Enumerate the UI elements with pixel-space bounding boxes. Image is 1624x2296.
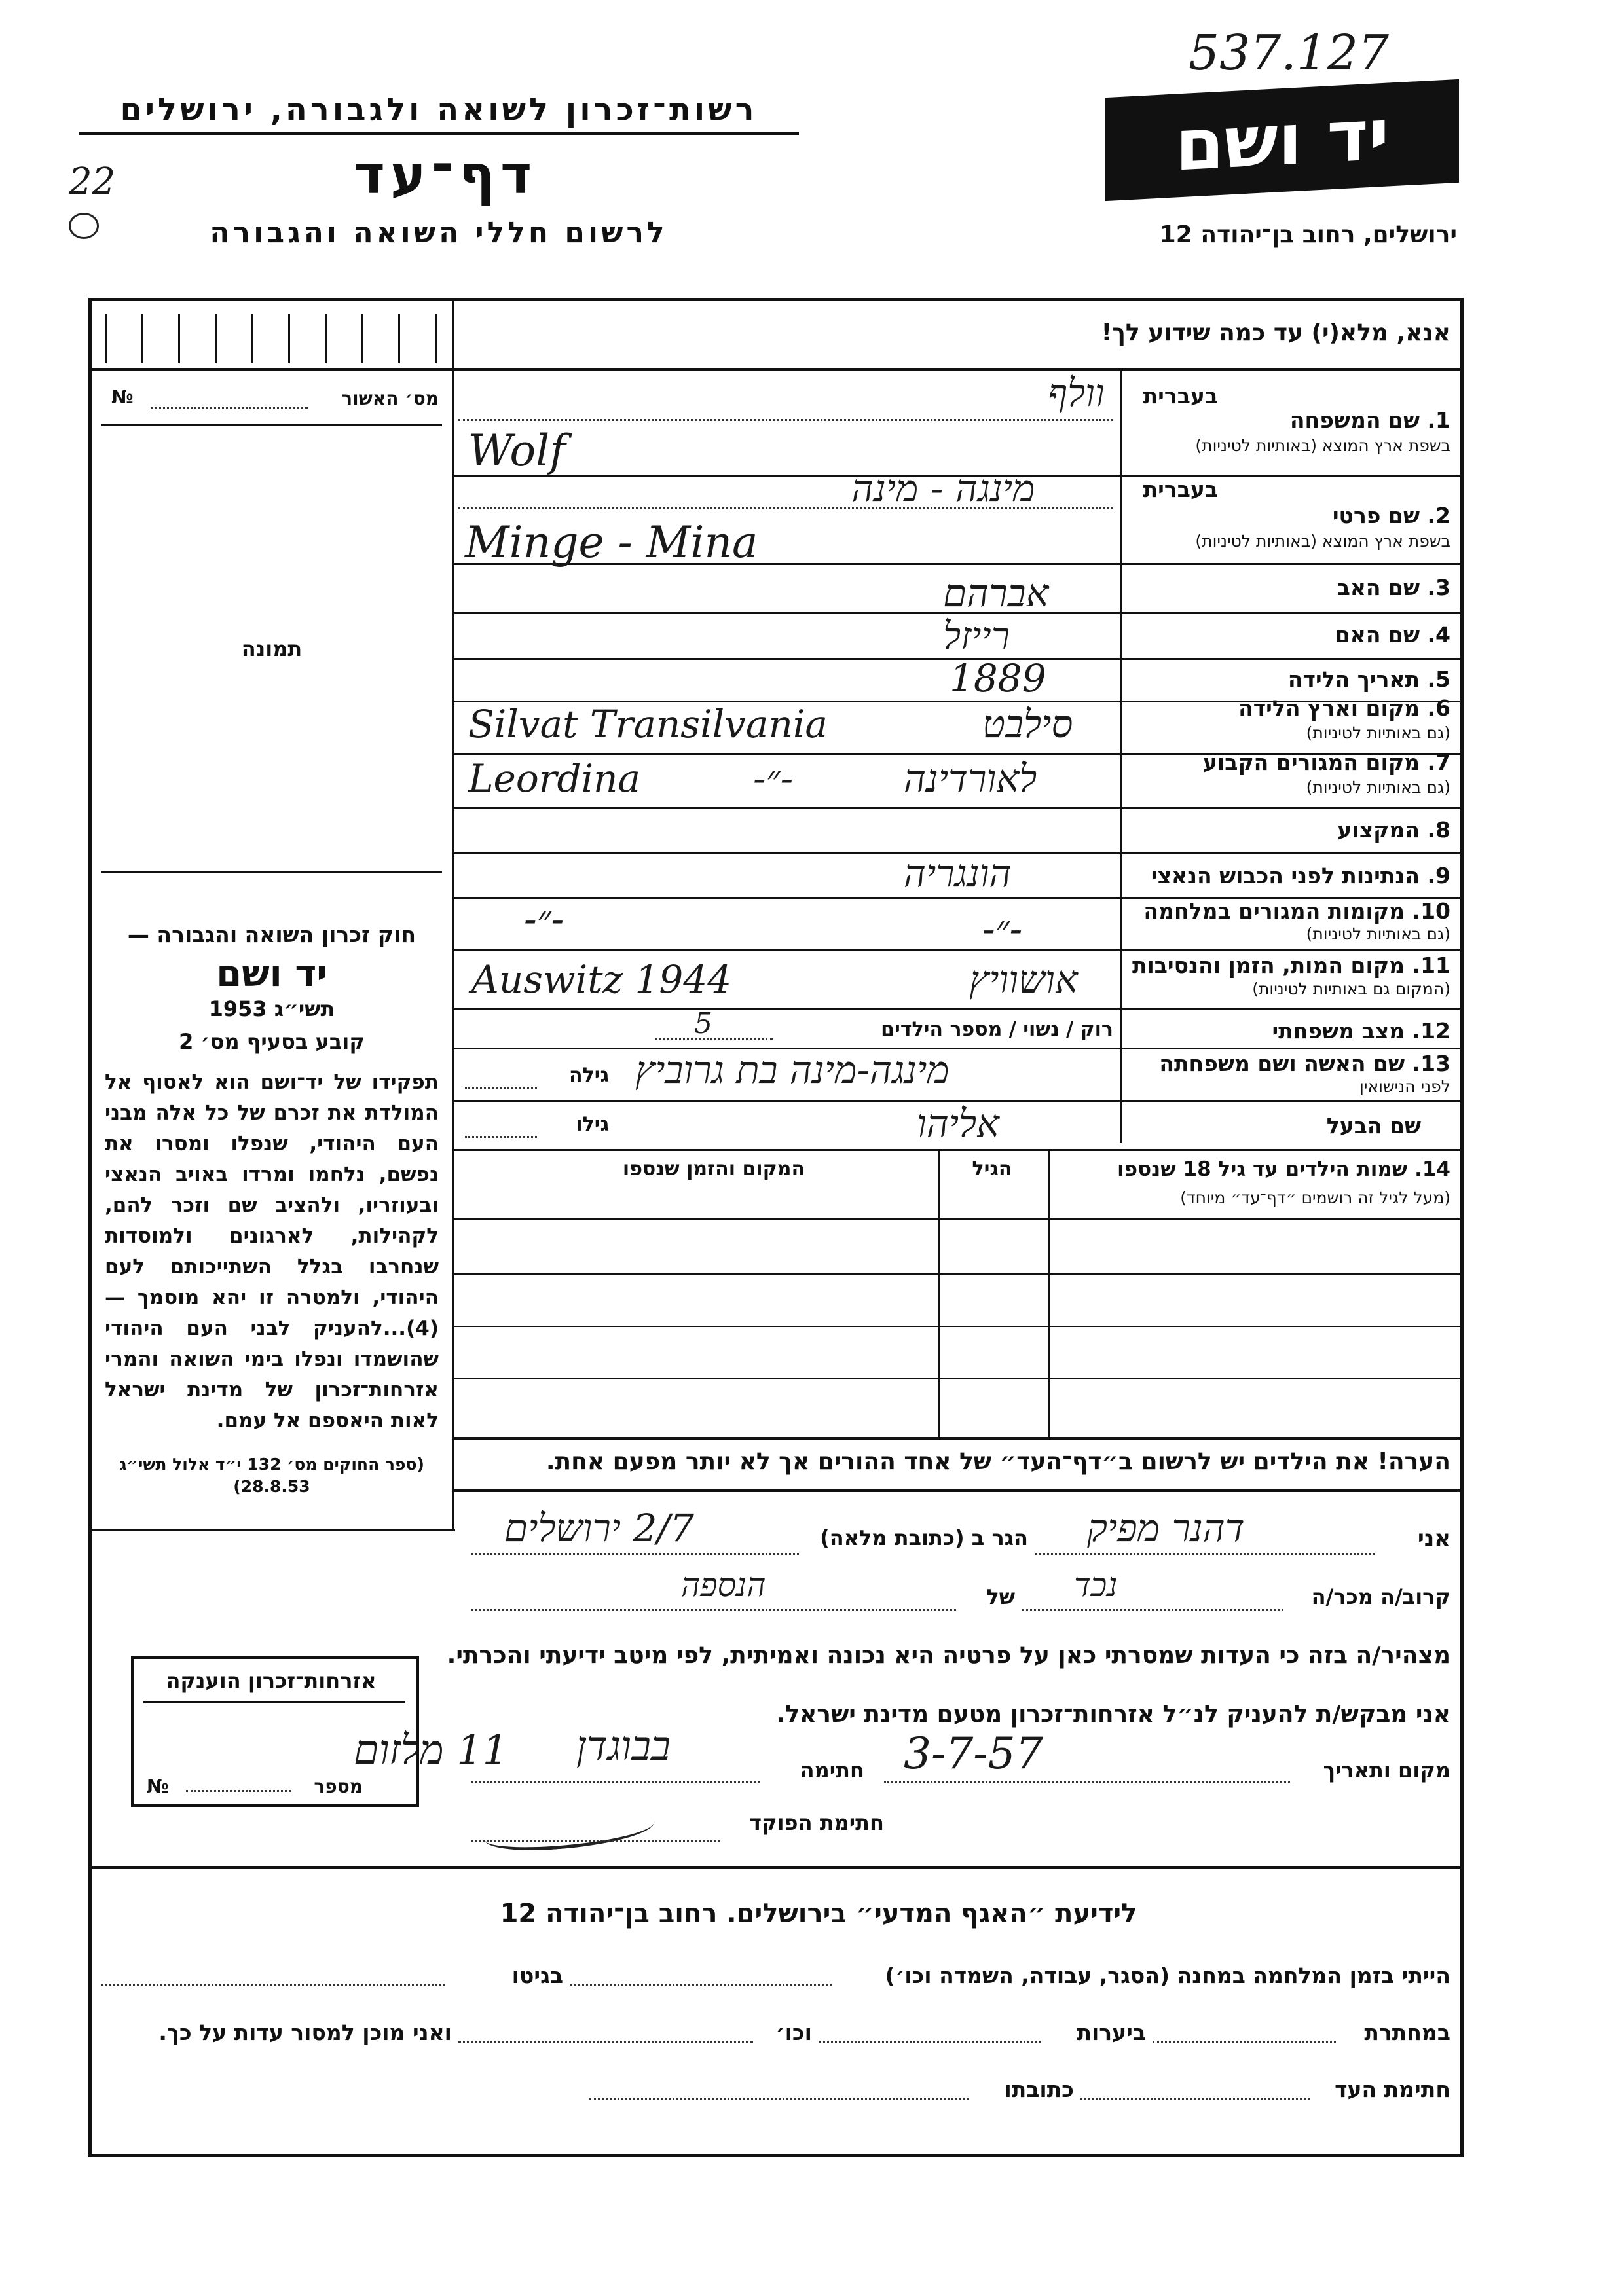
f11-value-latin: Auswitz 1944 xyxy=(471,957,732,1002)
f10-sub: (גם באותיות לטיניות) xyxy=(1306,924,1450,943)
footer-etc-label: וכו׳ xyxy=(775,2020,812,2045)
header-address: ירושלים, רחוב בן־יהודה 12 xyxy=(1159,221,1457,248)
law-text: תפקידו של יד־ושם הוא לאסוף אל המולדת את זכרם של כל אלה מבני העם היהודי, שנפלו ומסרו את נפשם, נלחמו ומרדו באויב הנאצי ובעוזריו, ולהציב שם וזכר להם, לקהילות, לארגונים ולמוסדות שנחרבו בגלל השתייכותם לעם היהודי, ולמטרה זו יהא מוסמך — (4)...להעניק לבני העם היהודי שהושמדו ונפלו בימי השואה והמרי אזרחות־זכרון של מדינת ישראל לאות היאספם אל עמם. xyxy=(105,1070,439,1432)
f2-sub: בשפת ארץ המוצא (באותיות לטיניות) xyxy=(1195,532,1450,551)
of-value: הנספה xyxy=(681,1566,766,1604)
place-date-label: מקום ותאריך xyxy=(1323,1758,1450,1783)
children-col-line-1 xyxy=(1048,1149,1050,1437)
f3-label: 3. שם האב xyxy=(1337,575,1450,600)
f1-value-latin: Wolf xyxy=(468,426,566,476)
footer-divider xyxy=(88,1866,1464,1869)
f13-age-dots xyxy=(465,1087,537,1089)
footer-ghetto-label: בגיטו xyxy=(511,1963,563,1988)
f1-label: 1. שם המשפחה xyxy=(1289,407,1450,433)
f5-label: 5. תאריך הלידה xyxy=(1287,666,1450,692)
form-title: דף־עד xyxy=(353,144,538,206)
f5-value: 1889 xyxy=(950,656,1046,701)
f6-value-latin: Silvat Transilvania xyxy=(468,702,828,746)
note-text: הערה! את הילדים יש לרשום ב״דף־העד״ של אחד ההורים אך לא יותר מפעם אחת. xyxy=(545,1448,1450,1475)
f2-hebrew-label: בעברית xyxy=(1143,477,1218,502)
f4-label: 4. שם האם xyxy=(1335,622,1450,647)
f6-label: 6. מקום וארץ הלידה xyxy=(1238,695,1450,721)
f14-age-column: הגיל xyxy=(972,1157,1012,1180)
declaration-statement: מצהיר/ה בזה כי העדות שמסרתי כאן על פרטיה היא נכונה ואמיתית, לפי מיטב ידיעתי והכרתי. xyxy=(447,1642,1450,1669)
stamp-circle-icon xyxy=(69,213,99,239)
citizenship-title: אזרחות־זכרון הוענקה xyxy=(166,1668,377,1693)
children-col-line-2 xyxy=(938,1149,940,1437)
f10-value-b: -״- xyxy=(982,907,1023,951)
f11-label: 11. מקום המות, הזמן והנסיבות xyxy=(1132,953,1450,978)
f1-value-hebrew: וולף xyxy=(1048,371,1105,415)
resides-label: הגר ב (כתובת מלאה) xyxy=(820,1525,1028,1550)
archive-number: 537.127 xyxy=(1189,25,1390,81)
f14-sub: (מעל לגיל זה רושמים ״דף־עד״ מיוחד) xyxy=(1180,1188,1450,1207)
stamp-mark: 22 xyxy=(69,160,116,203)
f9-label: 9. הנתינות לפני הכבוש הנאצי xyxy=(1151,863,1450,888)
footer-ghetto-dots xyxy=(101,1984,445,1986)
f13-sub: לפני הנישואין xyxy=(1359,1077,1450,1096)
citizenship-number-label: מספר xyxy=(314,1776,363,1797)
f3-value: אברהם xyxy=(943,571,1049,615)
yad-vashem-logo xyxy=(1105,79,1459,201)
f11-value-hebrew: אושוויץ xyxy=(969,957,1078,1002)
relation-value: נכד xyxy=(1074,1566,1118,1604)
signature-label: חתימה xyxy=(800,1758,864,1783)
f9-value: הונגריה xyxy=(904,851,1012,896)
sidebar-bottom-line xyxy=(88,1529,455,1531)
footer-forests-dots xyxy=(819,2041,1041,2043)
law-year: תשי״ג 1953 xyxy=(208,996,335,1021)
intro-text: אנא, מלא(י) עד כמה שידוע לך! xyxy=(1101,319,1450,346)
authority-name: רשות־זכרון לשואה ולגבורה, ירושלים xyxy=(120,92,758,128)
top-strip-line xyxy=(88,368,1464,371)
photo-bottom-line xyxy=(101,871,442,873)
f2-value-latin: Minge - Mina xyxy=(465,517,758,568)
date-value: 3-7-57 xyxy=(904,1728,1043,1779)
footer-witness-sign-dots xyxy=(1080,2098,1310,2100)
row-line-10 xyxy=(454,949,1464,951)
law-clause: קובע בסעיף מס׳ 2 xyxy=(179,1029,365,1054)
f11-sub: (המקום גם באותיות לטיניות) xyxy=(1252,979,1450,998)
footer-address-label: כתובתו xyxy=(1004,2077,1074,2102)
f4-value: רייזל xyxy=(943,613,1010,658)
photo-label: תמונה xyxy=(241,636,303,661)
f8-label: 8. המקצוע xyxy=(1337,817,1450,843)
husband-label: שם הבעל xyxy=(1326,1113,1421,1139)
signature-place-value: 11 מלזום xyxy=(354,1726,509,1774)
law-source: (ספר החוקים מס׳ 132 י״ד אלול תשי״ג 28.8.53) xyxy=(119,1455,424,1496)
f12-children: 5 xyxy=(694,1007,712,1040)
footer-witness-sign-label: חתימת העד xyxy=(1335,2077,1450,2102)
citizenship-title-line xyxy=(143,1701,405,1703)
footer-camp-label: הייתי בזמן המלחמה במחנה (הסגר, עבודה, השמדה וכו׳) xyxy=(885,1963,1450,1988)
officer-label: חתימת הפוקד xyxy=(749,1810,884,1835)
signature-value: בבוגדן xyxy=(576,1722,671,1770)
place-date-dots xyxy=(884,1781,1290,1783)
f14-place-column: המקום והזמן שנספו xyxy=(622,1157,805,1180)
relation-dots xyxy=(1022,1609,1283,1611)
children-row-line-3 xyxy=(454,1378,1464,1379)
f7-sub: (גם באותיות לטיניות) xyxy=(1306,778,1450,797)
relative-label: קרוב/ה מכר/ה xyxy=(1311,1584,1450,1609)
f10-value-a: -״- xyxy=(524,897,564,941)
citizenship-box xyxy=(131,1656,419,1807)
footer-etc-dots xyxy=(458,2041,753,2043)
f7-label: 7. מקום המגורים הקבוע xyxy=(1202,750,1450,775)
f13-value: מינגה-מינה בת גרוביץ xyxy=(635,1048,950,1092)
children-header-line xyxy=(454,1218,1464,1220)
approval-label: מס׳ האשור xyxy=(341,388,439,409)
footer-underground-label: במחתרת xyxy=(1364,2020,1450,2045)
f7-value-latin: Leordina xyxy=(468,756,641,801)
husband-value: אליהו xyxy=(917,1101,999,1146)
f2-value-hebrew: מינגה - מינה xyxy=(851,466,1035,511)
footer-forests-label: ביערות xyxy=(1077,2020,1146,2045)
sidebar-logo: יד ושם xyxy=(216,953,327,995)
row1-midline xyxy=(458,419,1113,421)
children-row-line-2 xyxy=(454,1326,1464,1327)
row-line-11 xyxy=(454,1008,1464,1010)
footer-camp-dots xyxy=(570,1984,832,1986)
f12-label: 12. מצב משפחתי xyxy=(1272,1018,1450,1044)
f2-label: 2. שם פרטי xyxy=(1332,503,1450,528)
address-value: 2/7 ירושלים xyxy=(504,1506,694,1550)
row-line-7 xyxy=(454,807,1464,809)
footer-title: לידיעת ״האגף המדעי״ בירושלים. רחוב בן־יהודה 12 xyxy=(500,1899,1137,1929)
address-dots xyxy=(471,1553,799,1555)
children-table-bottom xyxy=(454,1437,1464,1440)
declarant-value: דהנר מפיק xyxy=(1087,1506,1245,1550)
footer-underground-dots xyxy=(1153,2041,1336,2043)
row-line-14 xyxy=(454,1149,1464,1151)
logo-text: יד ושם xyxy=(1175,93,1390,187)
children-row-line-1 xyxy=(454,1273,1464,1275)
authority-underline xyxy=(79,132,799,135)
citizenship-number-dots xyxy=(186,1790,291,1792)
husband-age-dots xyxy=(465,1136,537,1138)
sidebar-divider xyxy=(452,298,454,1529)
footer-address-dots xyxy=(589,2098,969,2100)
signature-dots xyxy=(471,1781,760,1783)
f10-label: 10. מקומות המגורים במלחמה xyxy=(1143,898,1450,924)
f13-age-label: גילה xyxy=(569,1064,609,1087)
approval-dots xyxy=(151,407,308,409)
of-dots xyxy=(471,1609,956,1611)
tick-boxes xyxy=(105,314,439,363)
f14-label: 14. שמות הילדים עד גיל 18 שנספו xyxy=(1117,1157,1450,1181)
approval-underline xyxy=(101,424,442,426)
f1-sub: בשפת ארץ המוצא (באותיות לטיניות) xyxy=(1195,436,1450,455)
declaration-request: אני מבקש/ת להעניק לנ״ל אזרחות־זכרון מטעם מדינת ישראל. xyxy=(776,1701,1450,1728)
f7-value-hebrew: לאורדינה xyxy=(904,756,1037,801)
f6-value-hebrew: סילבט xyxy=(982,702,1073,746)
form-subtitle: לרשום חללי השואה והגבורה xyxy=(210,216,668,249)
label-column-divider xyxy=(1120,371,1122,1143)
declarant-dots xyxy=(1035,1553,1375,1555)
citizenship-number-mark: № xyxy=(147,1776,169,1797)
of-label: של xyxy=(986,1584,1015,1609)
f1-hebrew-label: בעברית xyxy=(1143,383,1218,409)
row-line-12 xyxy=(454,1048,1464,1049)
husband-age-label: גילו xyxy=(576,1113,609,1136)
f12-options: רוק / נשוי / מספר הילדים xyxy=(881,1018,1113,1041)
f6-sub: (גם באותיות לטיניות) xyxy=(1306,723,1450,742)
law-title: חוק זכרון השואה והגבורה — xyxy=(127,922,416,947)
f7-value-mid: -״- xyxy=(753,756,794,801)
footer-willing-label: ואני מוכן למסור עדות על כך. xyxy=(158,2020,452,2045)
f12-children-dots xyxy=(655,1038,773,1040)
f13-label: 13. שם האשה ושם משפחתה xyxy=(1159,1051,1450,1076)
approval-number-mark: № xyxy=(111,386,134,408)
note-bottom-line xyxy=(454,1489,1464,1492)
officer-dots xyxy=(471,1840,720,1842)
declaration-i-label: אני xyxy=(1417,1525,1450,1552)
